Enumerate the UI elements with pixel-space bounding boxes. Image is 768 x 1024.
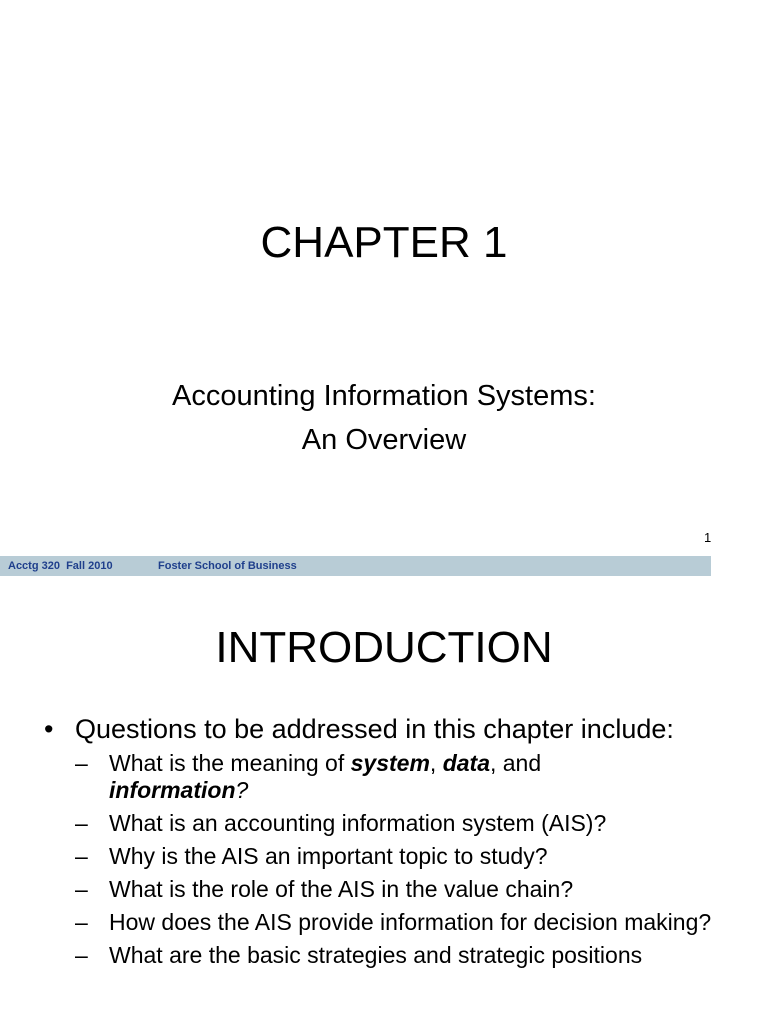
- question-text: Why is the AIS an important topic to study?: [109, 843, 548, 869]
- subtitle-line-2: An Overview: [301, 424, 467, 456]
- footer-course-label: Acctg 320 Fall 2010: [8, 560, 113, 572]
- footer-school-label: Foster School of Business: [158, 560, 297, 572]
- sub-bullet-item: [75, 942, 724, 969]
- dash-icon: –: [75, 810, 88, 836]
- dash-icon: –: [75, 876, 88, 902]
- bullet-text: Questions to be addressed in this chapter include:: [75, 714, 674, 744]
- question-text: What is the role of the AIS in the value chain?: [109, 876, 574, 902]
- dash-icon: –: [75, 750, 88, 776]
- bullet-list: [44, 714, 724, 975]
- slide-number: 1: [704, 530, 712, 545]
- subtitle-line-1: Accounting Information Systems:: [172, 380, 596, 412]
- question-text: How does the AIS provide information for decision making?: [109, 909, 712, 935]
- slide-title: INTRODUCTION: [215, 623, 553, 672]
- term-data: data: [442, 750, 490, 776]
- footer-bar: [0, 556, 711, 576]
- bullet-icon: •: [44, 714, 54, 744]
- dash-icon: –: [75, 942, 88, 968]
- term-system: system: [350, 750, 430, 776]
- question-text: What are the basic strategies and strategic positions: [109, 942, 643, 968]
- bullet-item: [44, 714, 724, 969]
- chapter-subtitle: [0, 374, 768, 462]
- question-text: What is an accounting information system (AIS)?: [109, 810, 607, 836]
- question-prefix: What is the meaning of: [109, 750, 351, 776]
- sub-bullet-list: [75, 750, 724, 969]
- sub-bullet-item: [75, 876, 724, 903]
- dash-icon: –: [75, 909, 88, 935]
- question-suffix: ?: [235, 777, 249, 803]
- chapter-title: CHAPTER 1: [260, 218, 508, 267]
- introduction-slide: [0, 576, 768, 1024]
- term-information: information: [109, 777, 236, 803]
- question-separator: , and: [489, 750, 542, 776]
- question-separator: ,: [429, 750, 443, 776]
- sub-bullet-item: [75, 843, 724, 870]
- sub-bullet-item: [75, 810, 724, 837]
- dash-icon: –: [75, 843, 88, 869]
- sub-bullet-item: [75, 750, 724, 804]
- sub-bullet-item: [75, 909, 724, 936]
